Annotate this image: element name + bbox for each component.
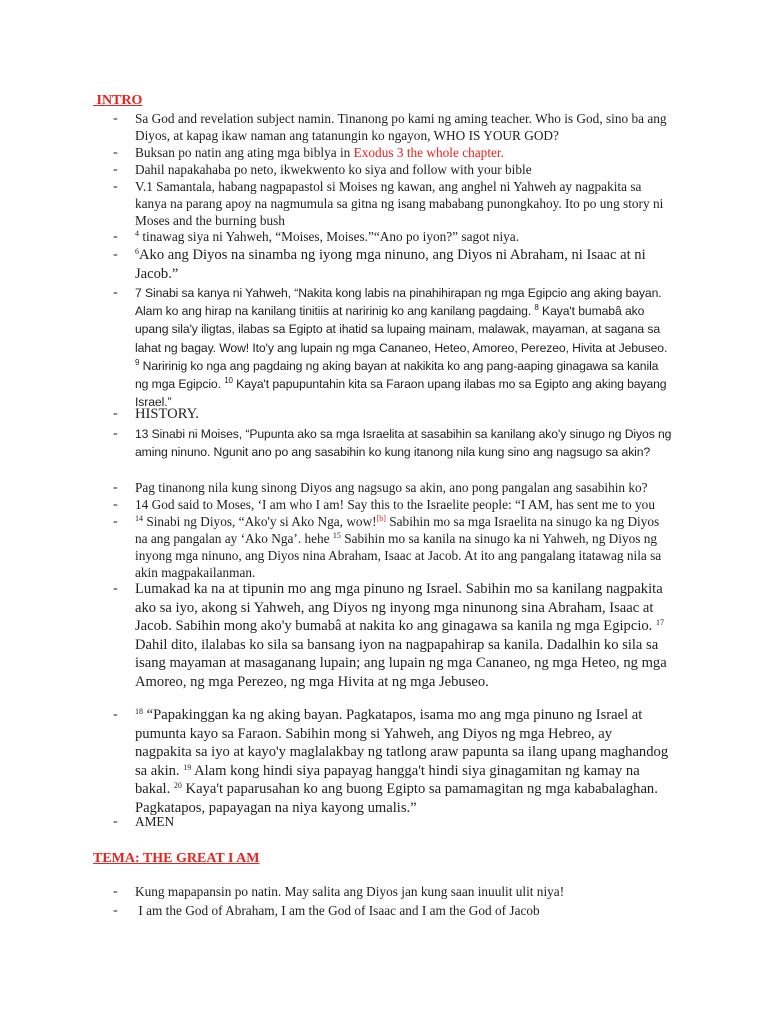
verse-number: 6	[135, 247, 139, 256]
bullet-dash: -	[113, 814, 118, 829]
bullet-dash: -	[113, 179, 118, 194]
list-item-text-part: Naririnig ko nga ang pagdaing ng aking bayan at nakikita ko ang pang-aaping ginagawa sa kanila ng mga Egipcio.	[135, 358, 659, 392]
verse-number: 4	[135, 229, 139, 238]
list-item-text	[135, 513, 672, 581]
verse-number: 15	[332, 531, 341, 540]
tema-heading: TEMA: THE GREAT I AM	[93, 851, 260, 866]
bullet-dash: -	[113, 406, 118, 421]
list-item-text: 13 Sinabi ni Moises, “Pupunta ako sa mga Israelita at sasabihin sa kanilang ako'y sinugo ng Diyos ng aming ninuno. Ngunit ano po ang sasabihin ko kung itanong nila kung sino ang nagsugo sa akin?	[135, 427, 672, 460]
list-item-text: V.1 Samantala, habang nagpapastol si Moises ng kawan, ang anghel ni Yahweh ay nagpakita sa kanya na parang apoy na nagmumula sa gitna ng isang mababang punongkahoy. Ito po ung story ni Moses and the burning bush	[135, 179, 664, 228]
verse-number: 17	[655, 618, 664, 627]
verse-number: 20	[173, 781, 182, 790]
list-item-text: 14 God said to Moses, ‘I am who I am! Say this to the Israelite people: “I AM, has sent me to you	[135, 497, 655, 512]
list-item-text-part: Alam kong hindi siya papayag hangga't hindi siya ginagamitan ng kamay na bakal.	[135, 762, 640, 797]
bullet-dash: -	[113, 480, 118, 495]
bullet-dash: -	[113, 581, 118, 596]
verse-number: 9	[135, 357, 140, 367]
list-item-text	[135, 246, 672, 283]
list-item-text: Pag tinanong nila kung sinong Diyos ang nagsugo sa akin, ano pong pangalan ang sasabihin ko?	[135, 480, 648, 495]
bullet-dash: -	[113, 162, 118, 177]
list-item-text	[135, 580, 672, 691]
list-item-text-part: 7 Sinabi sa kanya ni Yahweh, “Nakita kong labis na pinahihirapan ng mga Egipcio ang aking bayan. Alam ko ang hirap na kanilang tinitiis at naririnig ko ang kanilang pagdaing.	[135, 286, 662, 319]
list-item-text-part: Buksan po natin ang ating mga biblya in	[135, 145, 354, 160]
list-item-text: HISTORY.	[135, 406, 199, 422]
list-item-text: I am the God of Abraham, I am the God of Isaac and I am the God of Jacob	[135, 903, 540, 918]
verse-number: 18	[135, 707, 143, 716]
list-item-text-part: “Papakinggan ka ng aking bayan. Pagkatapos, isama mo ang mga pinuno ng Israel at pumunta kayo sa Faraon. Sabihin mong si Yahweh, ang Diyos ng mga Hebreo, ay nagpakita sa iyo at kayo'y maglalakbay ng tatlong araw papunta sa ilang upang maghandog sa akin.	[135, 707, 669, 779]
footnote-link[interactable]: [b]	[376, 514, 386, 523]
list-item-text-part: Kaya't bumabâ ako upang sila'y iligtas, ilabas sa Egipto at ihatid sa lupaing mainam, malawak, mayaman, at sagana sa lahat ng bagay. Wow! Ito'y ang lupain ng mga Cananeo, Heteo, Amoreo, Perezeo, Hivita at Jebuseo.	[135, 304, 668, 355]
bullet-dash: -	[113, 514, 118, 529]
bullet-dash: -	[113, 707, 118, 722]
bullet-dash: -	[113, 903, 118, 918]
list-item-text-part: Lumakad ka na at tipunin mo ang mga pinuno ng Israel. Sabihin mo sa kanilang nagpakita ako sa iyo, akong si Yahweh, ang Diyos ng inyong mga ninunong sina Abraham, Isaac at Jacob. Sabihin mong ako'y bumabâ at nakita ko ang ginagawa sa kanila ng mga Egipcio.	[135, 581, 663, 634]
list-item-text-part: tinawag siya ni Yahweh, “Moises, Moises.”“Ano po iyon?” sagot niya.	[139, 229, 520, 244]
list-item-text-part: Ako ang Diyos na sinamba ng iyong mga ninuno, ang Diyos ni Abraham, ni Isaac at ni Jacob.”	[135, 247, 646, 282]
verse-number: 14	[135, 514, 143, 523]
list-item-text	[135, 228, 672, 245]
bullet-dash: -	[113, 497, 118, 512]
bullet-dash: -	[113, 111, 118, 126]
list-item-text: Kung mapapansin po natin. May salita ang Diyos jan kung saan inuulit ulit niya!	[135, 884, 565, 899]
list-item-text	[135, 284, 672, 411]
list-item-text-part: Dahil dito, ilalabas ko sila sa bansang iyon na nagpapahirap sa kanila. Dadalhin ko sila sa isang mayaman at masaganang lupain; ang lupain ng mga Cananeo, ng mga Heteo, ng mga Amoreo, ng mga Perezeo, ng mga Hivita at ng mga Jebuseo.	[135, 636, 667, 690]
list-item-text-part: Kaya't papupuntahin kita sa Faraon upang ilabas mo sa Egipto ang aking bayang Israel.”	[135, 377, 667, 410]
list-item-text: Sa God and revelation subject namin. Tinanong po kami ng aming teacher. Who is God, sino ba ang Diyos, at kapag ikaw naman ang tatanungin ko ngayon, WHO IS YOUR GOD?	[135, 111, 667, 143]
list-item-text-part: Sabihin mo sa mga Israelita na sinugo ka ng Diyos na ang pangalan ay ‘Ako Nga’. hehe	[135, 514, 660, 546]
bullet-dash: -	[113, 247, 118, 262]
list-item-text	[135, 706, 672, 817]
list-item-text-part: Sinabi ng Diyos, “Ako'y si Ako Nga, wow!	[143, 514, 377, 529]
verse-number: 10	[224, 376, 233, 386]
bullet-dash: -	[113, 884, 118, 899]
bullet-dash: -	[113, 145, 118, 160]
list-item-text: AMEN	[135, 814, 175, 829]
list-item-text	[135, 144, 672, 161]
bullet-dash: -	[113, 426, 118, 441]
exodus-reference-link[interactable]: Exodus 3 the whole chapter.	[353, 145, 504, 160]
verse-number: 8	[534, 303, 539, 313]
bullet-dash: -	[113, 285, 118, 300]
intro-heading: INTRO	[93, 93, 143, 108]
bullet-dash: -	[113, 229, 118, 244]
list-item-text: Dahil napakahaba po neto, ikwekwento ko siya and follow with your bible	[135, 162, 532, 177]
verse-number: 19	[183, 762, 192, 772]
list-item-text-part: Sabihin mo sa kanila na sinugo ka ni Yahweh, ng Diyos ng inyong mga ninuno, ang Diyos nina Abraham, Isaac at Jacob. At ito ang pangalang itatawag nila sa akin magpakailanman.	[135, 531, 662, 580]
list-item-text-part: Kaya't paparusahan ko ang buong Egipto sa pamamagitan ng mga kababalaghan. Pagkatapos, papayagan na niya kayong umalis.”	[135, 781, 658, 816]
